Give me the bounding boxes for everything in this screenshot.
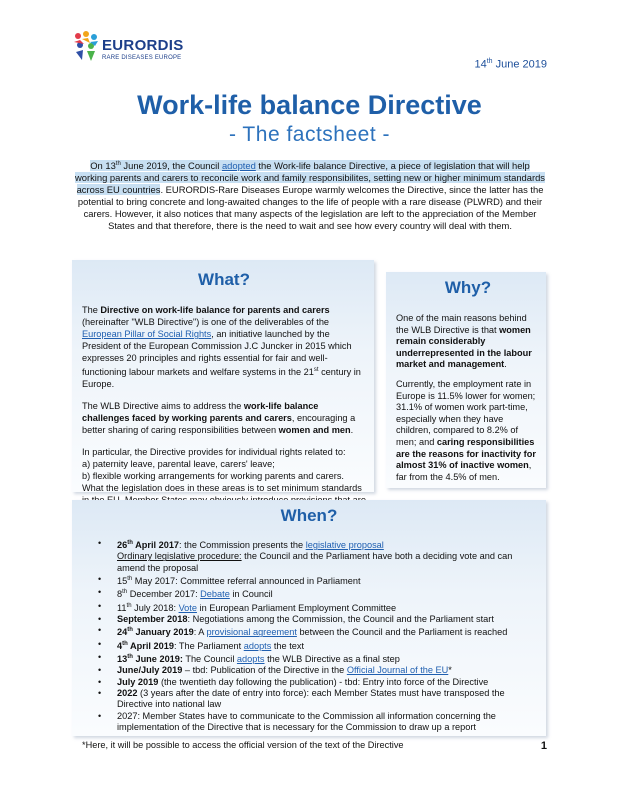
logo-brand: EURORDIS bbox=[102, 37, 184, 54]
debate-link[interactable]: Debate bbox=[200, 589, 230, 600]
when-section bbox=[72, 500, 546, 751]
why-heading: Why? bbox=[444, 278, 492, 297]
footnote: *Here, it will be possible to access the official version of the text of the Directive bbox=[82, 740, 404, 751]
timeline-list bbox=[82, 538, 536, 733]
why-paragraph-2: Currently, the employment rate in Europe is 11.5% lower for women; 31.1% of women work part-time, especially when they have children, compared to 8.2% of men; and caring responsibilities are the reasons for inactivity for almost 31% of inactive women, far from the 4.5% of men. bbox=[396, 378, 536, 482]
eurordis-logo bbox=[72, 30, 182, 76]
what-section bbox=[72, 260, 374, 492]
council-adopts-link[interactable]: adopts bbox=[236, 654, 265, 665]
when-heading: When? bbox=[280, 506, 338, 525]
legislative-proposal-link[interactable]: legislative proposal bbox=[305, 540, 384, 551]
what-paragraph-1: The Directive on work-life balance for parents and carers (hereinafter "WLB Directive") is one of the deliverables of the European Pillar of Social Rights, an initiative launched by the President of the European Commission J.C Juncker in 2015 which expresses 20 principles and rights essential for fair and well-functioning labour markets and welfare systems in the 21st century in Europe. bbox=[82, 305, 361, 390]
pillar-social-rights-link[interactable]: European Pillar of Social Rights bbox=[82, 329, 212, 339]
timeline-item: • 11th July 2018: Vote in European Parliament Employment Committee bbox=[82, 601, 536, 614]
logo-figures-icon bbox=[72, 30, 100, 70]
what-paragraph-4: What the legislation does in these areas is to set minimum standards bbox=[82, 483, 362, 494]
page-title: Work-life balance Directive bbox=[137, 90, 482, 120]
page-subtitle: - The factsheet - bbox=[228, 123, 391, 146]
what-list-item-b: b) flexible working arrangements for working parents and carers. bbox=[82, 471, 344, 482]
timeline-item: • 24th January 2019: A provisional agreement between the Council and the Parliament is reached bbox=[82, 625, 536, 638]
adopted-link[interactable]: adopted bbox=[221, 160, 256, 172]
page-number: 1 bbox=[540, 740, 547, 752]
why-section bbox=[386, 272, 546, 488]
timeline-item: • June/July 2019 – tbd: Publication of the Directive in the Official Journal of the EU* bbox=[82, 665, 536, 676]
provisional-agreement-link[interactable]: provisional agreement bbox=[206, 627, 297, 638]
timeline-item: • 4th April 2019: The Parliament adopts the text bbox=[82, 639, 536, 652]
timeline-item: • 26th April 2017: the Commission presents the legislative proposal Ordinary legislative procedure: the Council and the Parliament have both a deciding vote and can amend the proposal bbox=[82, 538, 536, 574]
parliament-adopts-link[interactable]: adopts bbox=[243, 640, 272, 651]
what-paragraph-3: In particular, the Directive provides for individual rights related to: bbox=[82, 447, 346, 458]
timeline-item: • 13th June 2019: The Council adopts the WLB Directive as a final step bbox=[82, 652, 536, 665]
timeline-item: • July 2019 (the twentieth day following the publication) - tbd: Entry into force of the Directive bbox=[82, 677, 536, 688]
why-paragraph-1: One of the main reasons behind the WLB Directive is that women remain considerably underrepresented in the labour market and management. bbox=[396, 313, 532, 370]
what-paragraph-2: The WLB Directive aims to address the work-life balance challenges faced by working parents and carers, encouraging a better sharing of caring responsibilities between women and men. bbox=[82, 401, 356, 436]
vote-link[interactable]: Vote bbox=[178, 602, 197, 613]
timeline-item: • 8th December 2017: Debate in Council bbox=[82, 587, 536, 600]
timeline-item: • 15th May 2017: Committee referral announced in Parliament bbox=[82, 574, 536, 587]
document-date: 14th June 2019 bbox=[474, 58, 547, 71]
what-heading: What? bbox=[198, 270, 250, 289]
what-list-item-a: a) paternity leave, parental leave, carers' leave; bbox=[82, 459, 275, 470]
timeline-item: • 2027: Member States have to communicate to the Commission all information concerning the implementation of the Directive that is necessary for the Commission to draw up a report bbox=[82, 711, 536, 734]
logo-subtitle: RARE DISEASES EUROPE bbox=[102, 55, 182, 61]
official-journal-link[interactable]: Official Journal of the EU bbox=[346, 665, 449, 676]
intro-paragraph: On 13th June 2019, the Council adopted the Work-life balance Directive, a piece of legislation that will help working parents and carers to reconcile work and family responsibilites, setting new or higher minimum standards across EU countries. EURORDIS-Rare Diseases Europe warmly welcomes the Directive, since the latter has the potential to bring concrete and long-awaited changes to the life of people with a rare disease (PLWRD) and their carers. However, it also notices that many aspects of the legislation are left to the appreciation of the Member States and that therefore, there is the need to wait and see how every country will deal with them. bbox=[74, 160, 545, 232]
timeline-item: • September 2018: Negotiations among the Commission, the Council and the Parliament start bbox=[82, 614, 536, 625]
timeline-item: • 2022 (3 years after the date of entry into force): each Member States must have transposed the Directive into national law bbox=[82, 688, 536, 711]
